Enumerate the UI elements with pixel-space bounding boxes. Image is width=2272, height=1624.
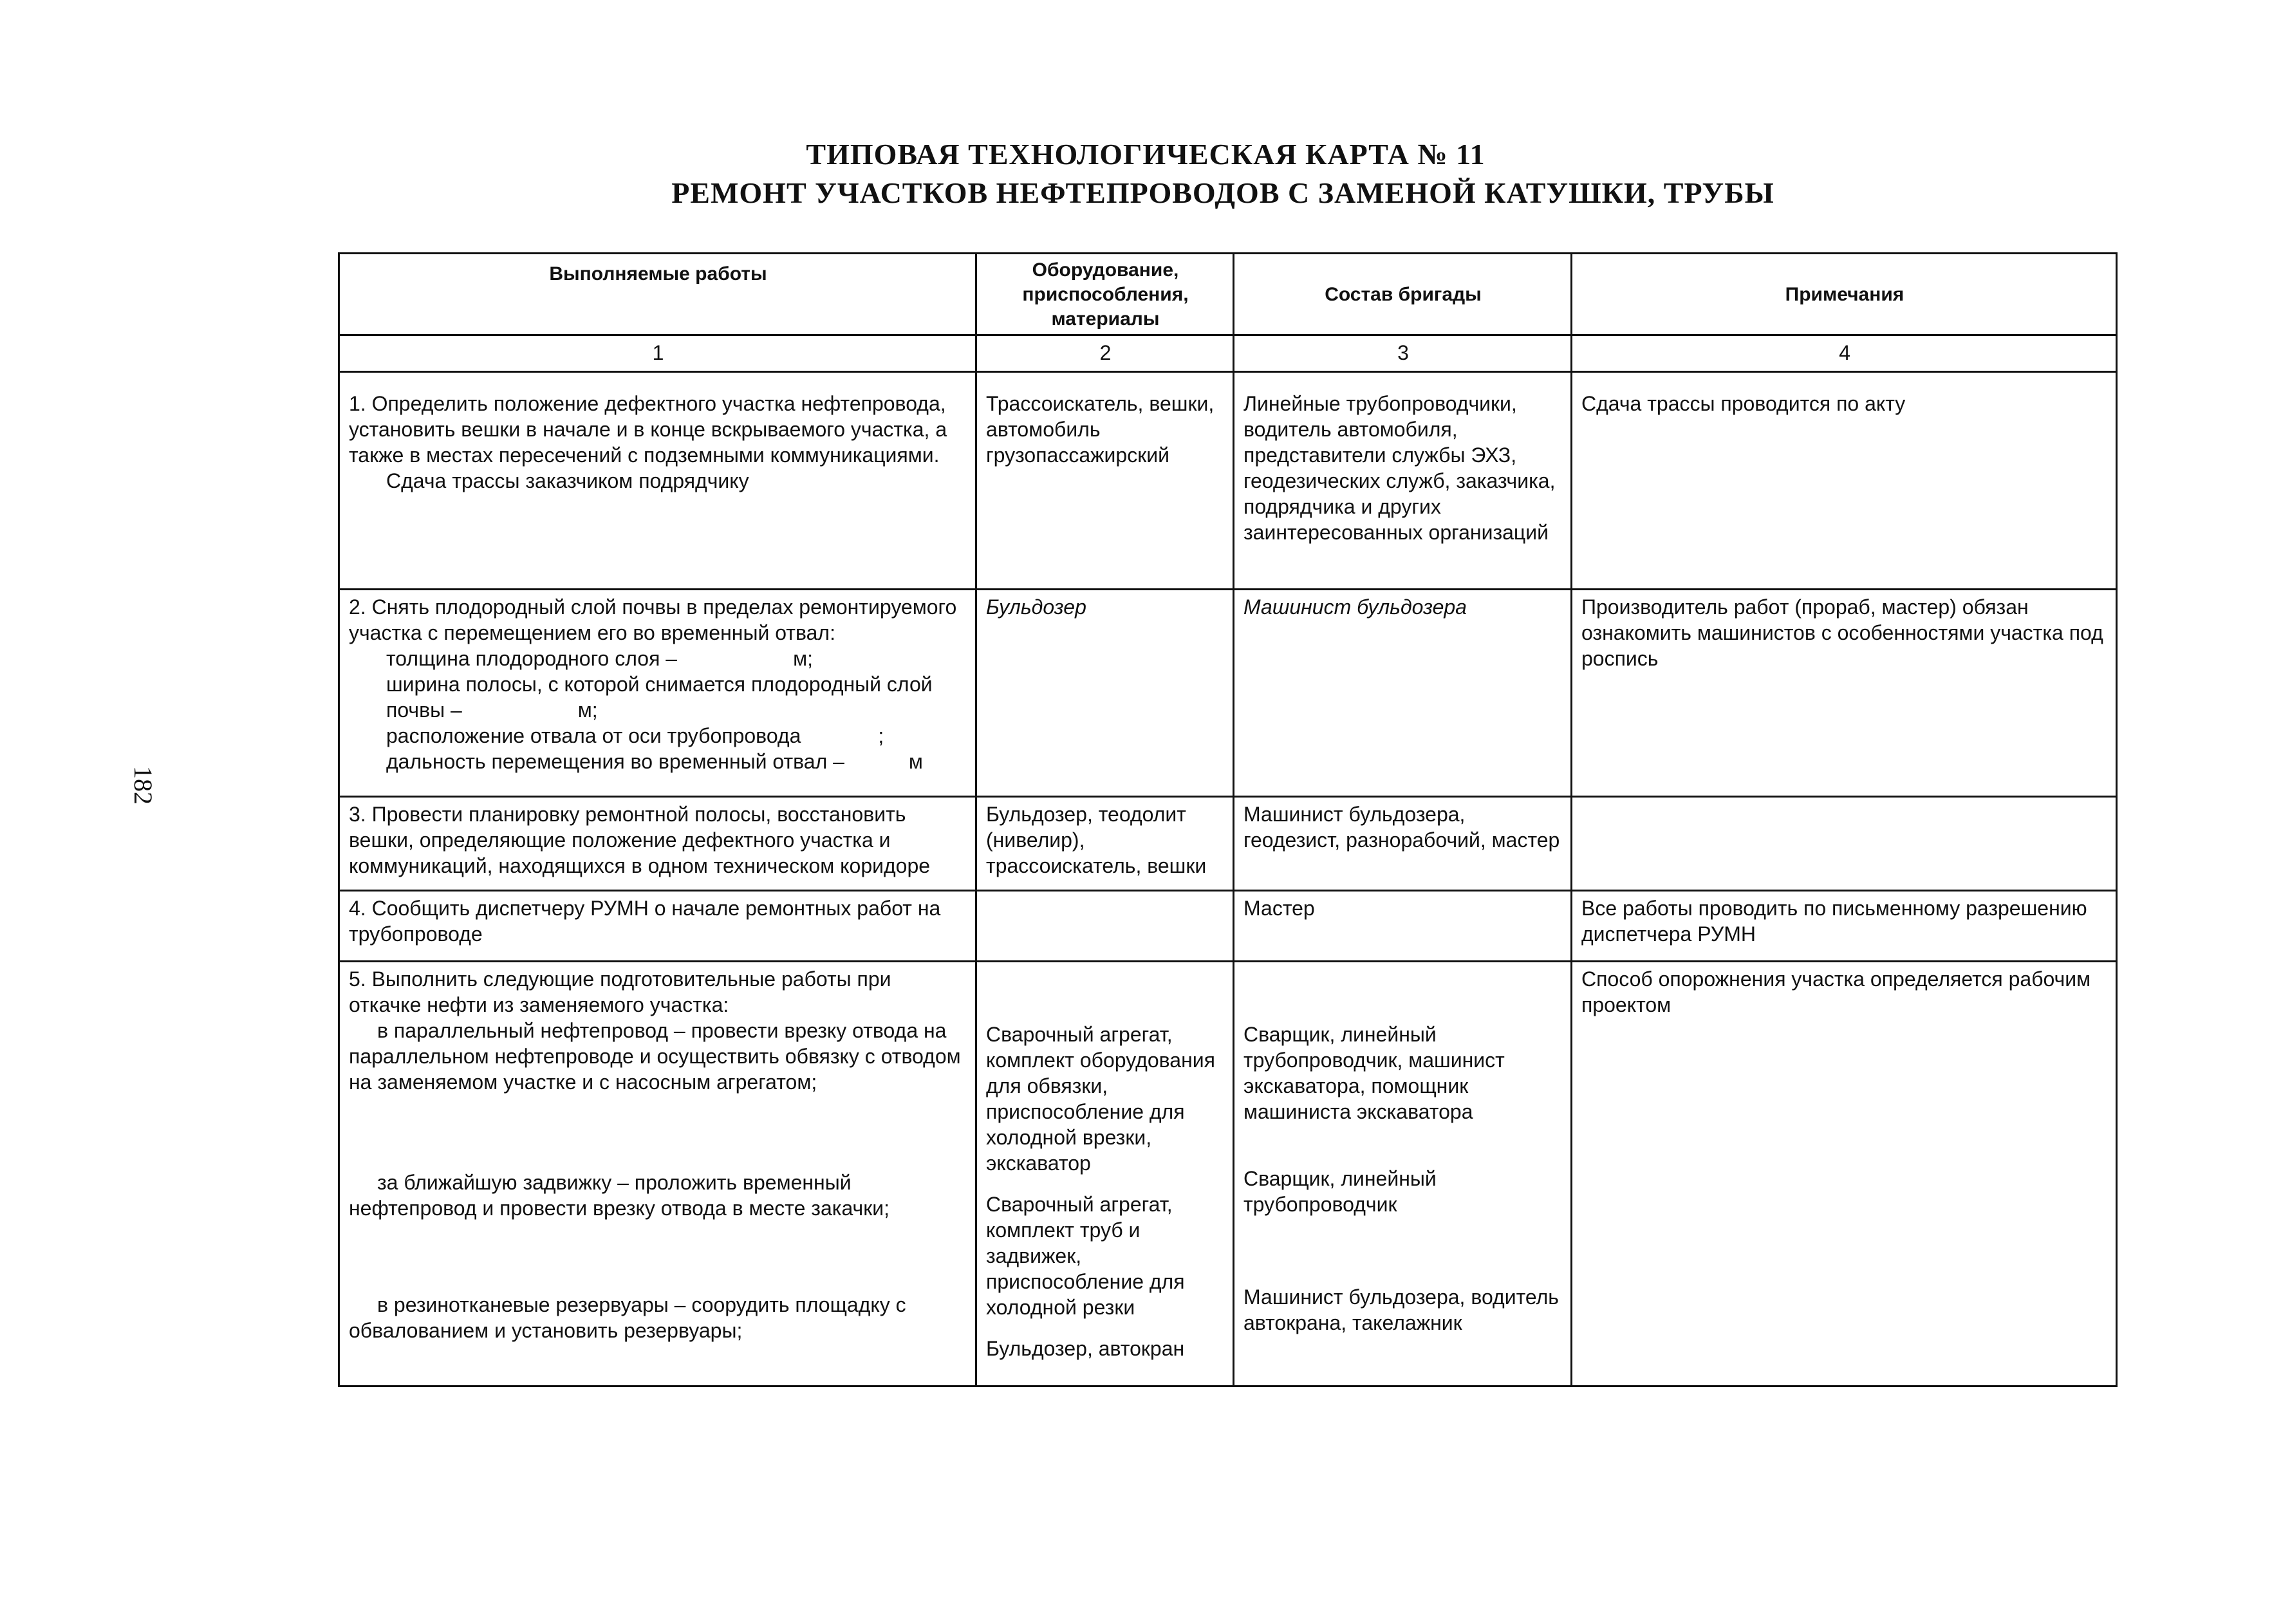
table-row: [339, 961, 2117, 1386]
unit-text: м: [908, 749, 923, 773]
column-number: 4: [1572, 335, 2117, 372]
work-text: ширина полосы, с которой снимается плодородный слой почвы –: [386, 672, 933, 722]
crew-text: Сварщик, линейный трубопроводчик, машинист экскаватора, помощник машиниста экскаватора: [1243, 1022, 1505, 1123]
notes-cell: Производитель работ (прораб, мастер) обязан ознакомить машинистов с особенностями участка под роспись: [1572, 589, 2117, 796]
work-text: 1. Определить положение дефектного участка нефтепровода, установить вешки в начале и в конце вскрываемого участка, а также в местах пересечений с подземными коммуникациями.: [349, 392, 947, 467]
column-number: 3: [1234, 335, 1572, 372]
header-crew: Состав бригады: [1234, 254, 1572, 335]
work-cell: [339, 384, 976, 589]
equipment-cell: Бульдозер, теодолит (нивелир), трассоискатель, вешки: [976, 796, 1234, 890]
equipment-cell: [976, 961, 1234, 1386]
spacer-row: [339, 372, 2117, 385]
table-row: [339, 589, 2117, 796]
notes-cell: Все работы проводить по письменному разрешению диспетчера РУМН: [1572, 890, 2117, 961]
notes-cell: Способ опорожнения участка определяется рабочим проектом: [1572, 961, 2117, 1386]
notes-cell: Сдача трассы проводится по акту: [1572, 384, 2117, 589]
work-cell: 3. Провести планировку ремонтной полосы, восстановить вешки, определяющие положение дефектного участка и коммуникаций, находящихся в одном техническом коридоре: [339, 796, 976, 890]
work-cell: [339, 961, 976, 1386]
table-header-row: [339, 254, 2117, 335]
work-cell: 4. Сообщить диспетчеру РУМН о начале ремонтных работ на трубопроводе: [339, 890, 976, 961]
page-number: 182: [129, 766, 158, 805]
header-equipment: Оборудование, приспособления, материалы: [976, 254, 1234, 335]
column-number: 1: [339, 335, 976, 372]
work-text: Сдача трассы заказчиком подрядчику: [386, 469, 749, 492]
table-row: [339, 796, 2117, 890]
table-row: [339, 384, 2117, 589]
work-text: расположение отвала от оси трубопровода: [386, 723, 801, 747]
equipment-text: Бульдозер, автокран: [986, 1336, 1185, 1360]
notes-cell: [1572, 796, 2117, 890]
crew-cell: [1234, 961, 1572, 1386]
equipment-text: Сварочный агрегат, комплект оборудования для обвязки, приспособление для холодной врезки, экскаватор: [986, 1022, 1215, 1175]
document-title-line-2: РЕМОНТ УЧАСТКОВ НЕФТЕПРОВОДОВ С ЗАМЕНОЙ КАТУШКИ, ТРУБЫ: [671, 176, 1774, 209]
equipment-cell: Трассоискатель, вешки, автомобиль грузопассажирский: [976, 384, 1234, 589]
crew-cell: Линейные трубопроводчики, водитель автомобиля, представители службы ЭХЗ, геодезических служб, заказчика, подрядчика и других заинтересованных организаций: [1234, 384, 1572, 589]
crew-cell: Мастер: [1234, 890, 1572, 961]
work-text: толщина плодородного слоя –: [386, 646, 678, 670]
tech-card-table: [338, 252, 2118, 1387]
table-row: [339, 890, 2117, 961]
document-title-line-1: ТИПОВАЯ ТЕХНОЛОГИЧЕСКАЯ КАРТА № 11: [806, 138, 1485, 171]
equipment-cell: [976, 890, 1234, 961]
work-text: 5. Выполнить следующие подготовительные работы при откачке нефти из заменяемого участка:: [349, 967, 891, 1016]
work-text: 2. Снять плодородный слой почвы в пределах ремонтируемого участка с перемещением его во временный отвал:: [349, 595, 957, 644]
crew-text: Сварщик, линейный трубопроводчик: [1243, 1166, 1437, 1216]
header-works: Выполняемые работы: [339, 254, 976, 335]
crew-text: Машинист бульдозера, водитель автокрана, такелажник: [1243, 1285, 1559, 1334]
column-number: 2: [976, 335, 1234, 372]
unit-text: м;: [793, 646, 813, 670]
work-cell: [339, 589, 976, 796]
equipment-text: Сварочный агрегат, комплект труб и задвижек, приспособление для холодной резки: [986, 1192, 1185, 1319]
column-number-row: [339, 335, 2117, 372]
work-text: в резинотканевые резервуары – соорудить площадку с обвалованием и установить резервуары;: [349, 1293, 906, 1342]
unit-text: ;: [878, 723, 884, 747]
crew-cell: Машинист бульдозера: [1234, 589, 1572, 796]
header-notes: Примечания: [1572, 254, 2117, 335]
equipment-cell: Бульдозер: [976, 589, 1234, 796]
work-text: дальность перемещения во временный отвал –: [386, 749, 844, 773]
work-text: в параллельный нефтепровод – провести врезку отвода на параллельном нефтепроводе и осуществить обвязку с отводом на заменяемом участке и с насосным агрегатом;: [349, 1018, 961, 1094]
work-text: за ближайшую задвижку – проложить временный нефтепровод и провести врезку отвода в месте закачки;: [349, 1170, 889, 1220]
unit-text: м;: [577, 698, 598, 722]
crew-cell: Машинист бульдозера, геодезист, разнорабочий, мастер: [1234, 796, 1572, 890]
